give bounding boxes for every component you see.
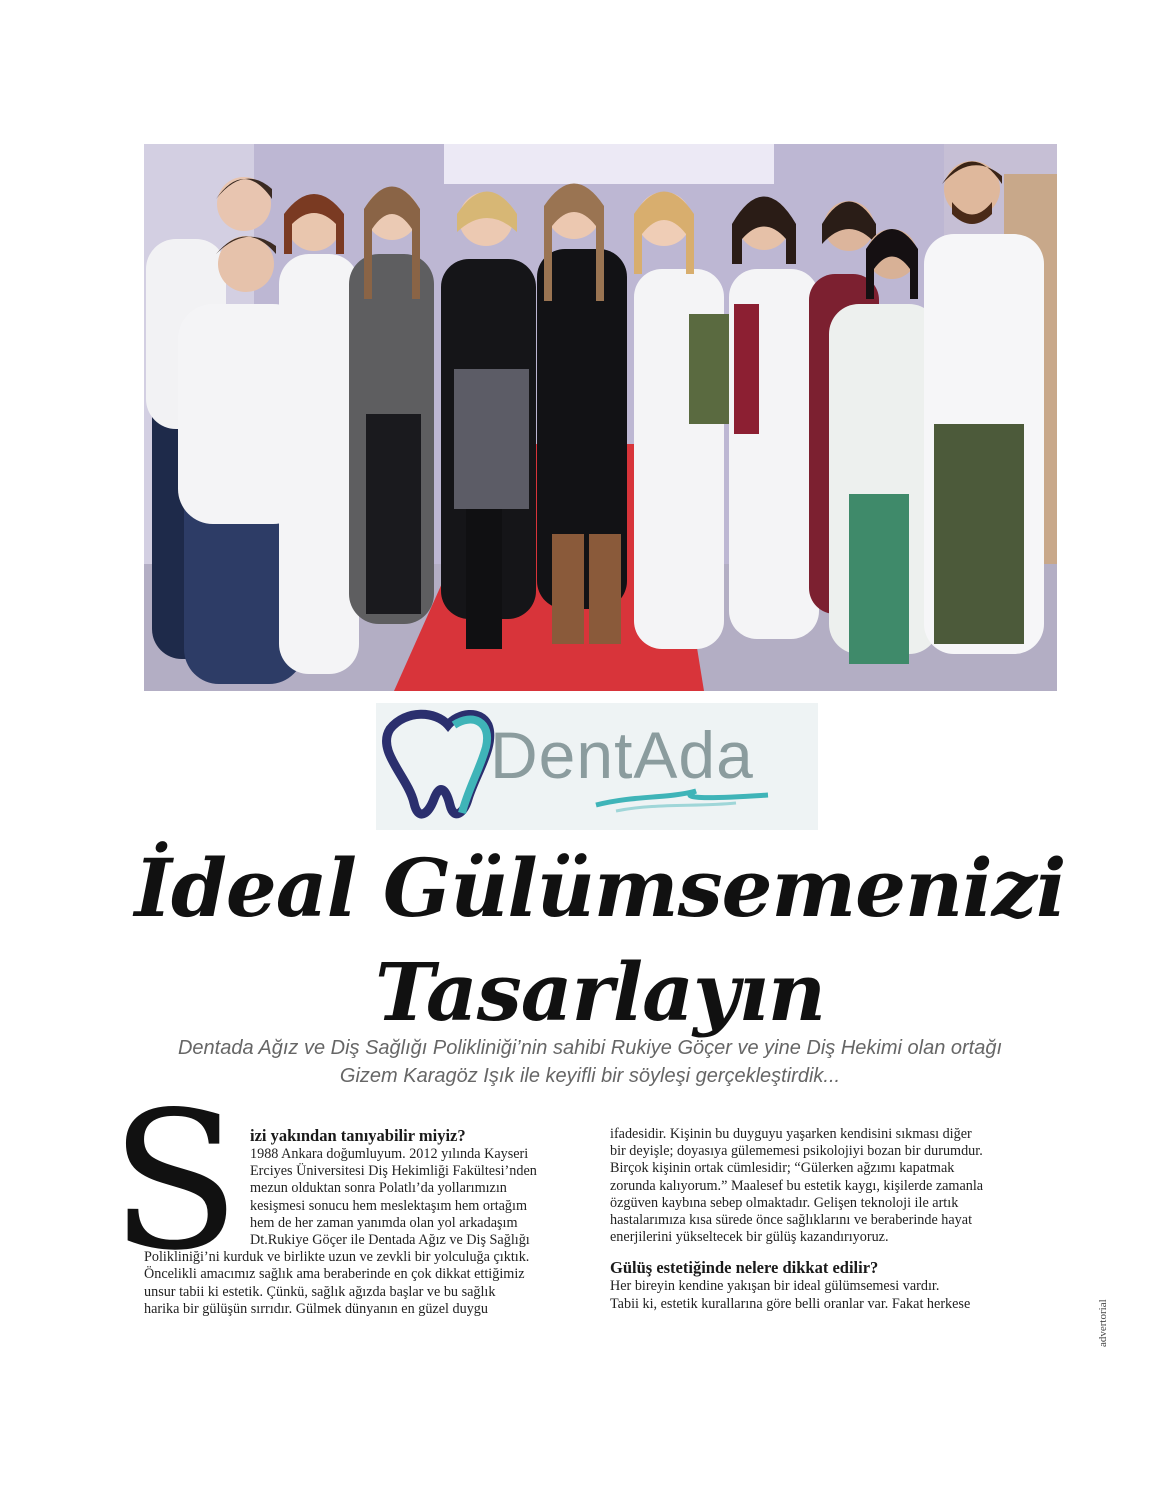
dentada-logo (376, 703, 818, 830)
drop-cap: S (110, 1071, 241, 1292)
tooth-icon (386, 714, 489, 814)
text-line: enerjilerini yükseltecek bir gülüş kazandırıyoruz. (610, 1229, 889, 1246)
advertorial-label: advertorial (1097, 1299, 1109, 1347)
text-line: zorunda kalıyorum.” Maalesef bu estetik kaygı, kişilerde zamanla (610, 1177, 984, 1194)
text-line: Dt.Rukiye Göçer ile Dentada Ağız ve Diş Sağlığı (250, 1232, 530, 1249)
question-1: izi yakından tanıyabilir miyiz? (250, 1126, 466, 1145)
headline (100, 836, 1100, 1044)
text-line: Tabii ki, estetik kurallarına göre belli oranlar var. Fakat herkese (610, 1295, 971, 1312)
text-line: Öncelikli amacımız sağlık ama beraberinde en çok dikkat ettiğimiz (144, 1266, 525, 1283)
headline-line-2: Tasarlayın (375, 945, 825, 1039)
text-line: bir deyişle; doyasıya gülememesi psikolojiyi bozan bir durumdur. (610, 1143, 983, 1160)
text-line: Her bireyin kendine yakışan bir ideal gülümsemesi vardır. (610, 1278, 940, 1295)
headline-line-1: İdeal Gülümsemenizi (134, 841, 1066, 935)
text-line: ifadesidir. Kişinin bu duyguyu yaşarken kendisini sıkması diğer (610, 1126, 972, 1142)
text-line: kesişmesi sonucu hem meslektaşım hem ortağım (250, 1197, 528, 1214)
article-column-2 (610, 1126, 1050, 1313)
question-2: Gülüş estetiğinde nelere dikkat edilir? (610, 1258, 879, 1278)
article-column-1 (144, 1126, 584, 1318)
text-line: unsur tabii ki estetik. Çünkü, sağlık ağızda başlar ve bu sağlık (144, 1283, 496, 1300)
col1-full (144, 1249, 584, 1318)
text-line: özgüven kaybına sebep olmaktadır. Gelişen teknoloji ile artık (610, 1194, 959, 1211)
dek-line-2: Gizem Karagöz Işık ile keyifli bir söyleşi gerçekleştirdik... (339, 1065, 841, 1087)
text-line: mezun olduktan sonra Polatlı’da yollarımızın (250, 1180, 507, 1197)
text-line: Birçok kişinin ortak cümlesidir; “Gülerken ağzımı kapatmak (610, 1160, 955, 1177)
text-line: hem de her zaman yanımda olan yol arkadaşım (250, 1214, 518, 1231)
logo-text: DentAda (490, 718, 754, 792)
col1-indented (144, 1146, 584, 1249)
text-line: hastalarımıza kısa sürede önce sağlıklarını ve beraberinde hayat (610, 1212, 973, 1229)
team-photo (144, 144, 1057, 691)
dek-line-1: Dentada Ağız ve Diş Sağlığı Polikliniği’nin sahibi Rukiye Göçer ve yine Diş Hekimi olan ortağı (177, 1037, 1003, 1059)
dek (120, 1034, 1060, 1090)
text-line: harika bir gülüşün sırrıdır. Gülmek dünyanın en güzel duygu (144, 1300, 488, 1317)
text-line: Erciyes Üniversitesi Diş Hekimliği Fakültesi’nden (250, 1163, 537, 1180)
text-line: Polikliniği’ni kurduk ve birlikte uzun ve zevkli bir yolculuğa çıktık. (144, 1249, 530, 1266)
text-line: 1988 Ankara doğumluyum. 2012 yılında Kayseri (250, 1146, 529, 1162)
